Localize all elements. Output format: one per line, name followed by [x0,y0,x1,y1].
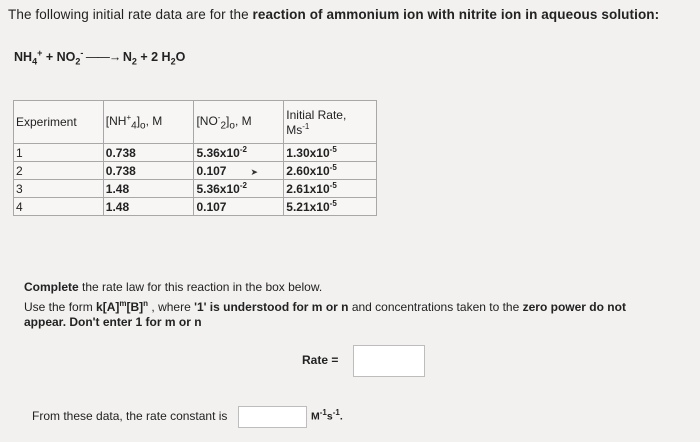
eq-p1: N [122,50,132,65]
cell-rate: $2.60x10^{-5}$ [284,162,377,180]
cell-experiment: 3 [14,180,104,198]
eq-r1-sup: + [37,48,43,58]
table-row [14,180,377,198]
cell-no2: $5.36x10^{-2}$ [194,180,284,198]
intro-bold: reaction of ammonium ion with nitrite ion in aqueous solution: [252,7,660,22]
header-no2: $[NO^-_2]_o$, M [194,101,284,144]
reaction-equation [14,48,185,67]
instructions-line-1: Complete the rate law for this reaction in the box below. [24,280,323,294]
cell-rate: $2.61x10^{-5}$ [284,180,377,198]
eq-r1: NH [14,50,33,65]
eq-p2-sub: 2 [170,56,176,67]
table-header-row [14,101,377,144]
eq-plus: + [42,50,57,65]
eq-p2-tail: O [175,50,186,65]
cell-rate: $1.30x10^{-5}$ [284,144,377,162]
eq-arrow-icon: ——→ [83,50,123,65]
cell-experiment: 2 [14,162,104,180]
eq-plus2: + 2 [136,50,162,65]
header-nh4: $[NH^+_4]_o$, M [103,101,194,144]
cell-nh4: 1.48 [103,180,194,198]
intro-prefix: The following initial rate data are for the [8,7,253,22]
mouse-cursor-icon: ➤ [250,167,259,177]
rate-law-label: Rate = [302,353,339,367]
rate-data-table [13,100,377,216]
eq-p1-sub: 2 [131,56,137,67]
header-initial-rate: Initial Rate, $Ms^{-1}$ [284,101,377,144]
eq-r2: NO [56,50,76,65]
instructions [24,280,626,331]
rate-law-input[interactable] [353,345,425,377]
instructions-line-3: appear. Don't enter 1 for m or n [24,315,202,329]
cell-nh4: 0.738 [103,162,194,180]
header-experiment: Experiment [14,101,104,144]
cell-rate: $5.21x10^{-5}$ [284,198,377,216]
cell-nh4: 1.48 [103,198,194,216]
table-row [14,198,377,216]
eq-r2-sup: - [80,48,84,58]
cell-experiment: 4 [14,198,104,216]
eq-r2-sub: 2 [75,56,81,67]
table-row [14,162,377,180]
table-row [14,144,377,162]
cell-no2: 0.107 ➤ [194,162,284,180]
rate-constant-unit: $M^{-1}s^{-1}$. [311,408,343,423]
eq-r1-sub: 4 [32,56,38,67]
intro-text [8,7,659,22]
rate-constant-label: From these data, the rate constant is [32,409,228,423]
cell-experiment: 1 [14,144,104,162]
cell-no2: 0.107 [194,198,284,216]
cell-no2: $5.36x10^{-2}$ [194,144,284,162]
cell-nh4: 0.738 [103,144,194,162]
rate-constant-input[interactable] [238,406,307,428]
eq-p2: H [161,50,171,65]
instructions-line-2: Use the form $k[A]^m[B]^n$ , where '1' is understood for m or n and concentrations taken to the zero power do not [24,298,626,314]
